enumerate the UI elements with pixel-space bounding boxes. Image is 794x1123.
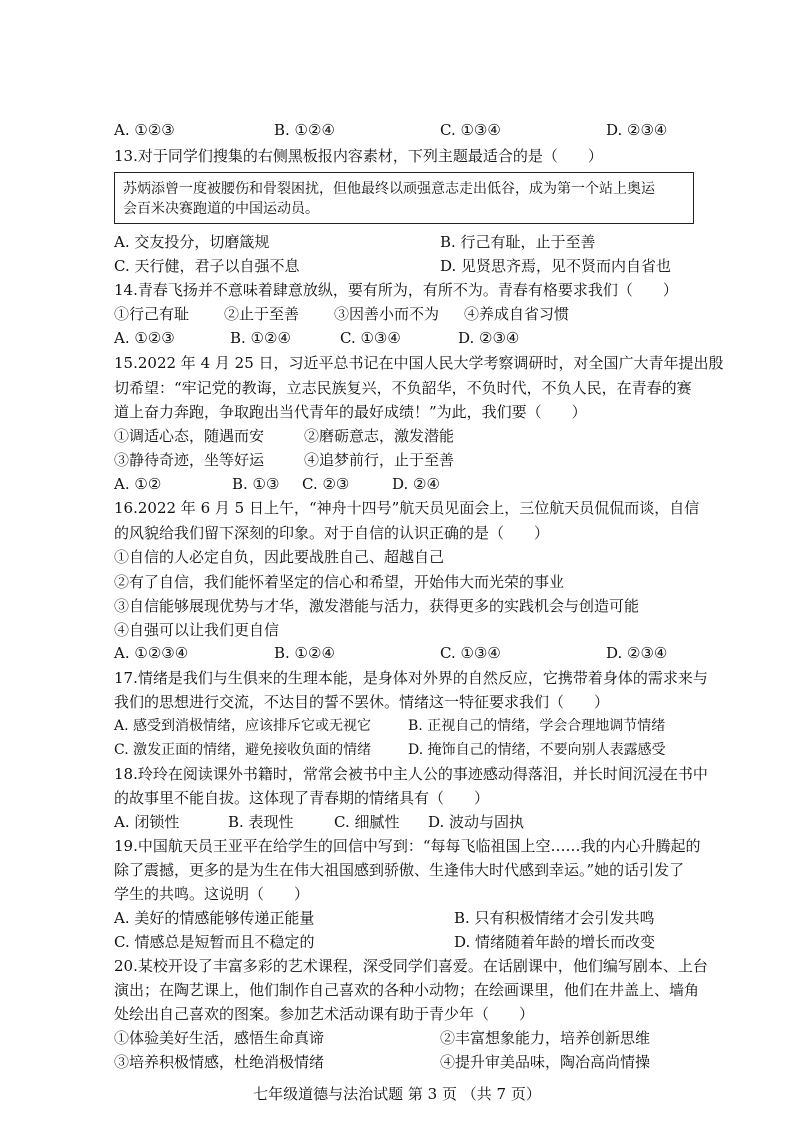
q20-line: 20.某校开设了丰富多彩的艺术课程，深受同学们喜爱。在话剧课中，他们编写剧本、上台 xyxy=(114,957,708,975)
q13-material-box xyxy=(114,172,694,224)
q17-options-row2 xyxy=(114,740,734,760)
item-1: ①调适心态，随遇而安 xyxy=(114,427,265,445)
q16-item: ④自强可以让我们更自信 xyxy=(114,621,280,639)
option-d: D. 情绪随着年龄的增长而改变 xyxy=(454,933,656,951)
option-a: A. 交友投分，切磨箴规 xyxy=(114,233,270,251)
option-b: B. ①②④ xyxy=(274,644,335,662)
q19-line: 学生的共鸣。这说明（ ） xyxy=(114,885,310,903)
option-c: C. ①③④ xyxy=(340,329,401,347)
option-a: A. ①②③④ xyxy=(114,644,189,662)
option-a: A. ①②③ xyxy=(114,121,175,139)
q16-item: ②有了自信，我们能怀着坚定的信心和希望，开始伟大而光荣的事业 xyxy=(114,573,565,591)
option-c: C. ①③④ xyxy=(440,121,501,139)
item-4: ④养成自省习惯 xyxy=(464,305,570,323)
q17-line: 17.情绪是我们与生俱来的生理本能，是身体对外界的自然反应，它携带着身体的需求来与 xyxy=(114,669,708,687)
option-d: D. ②③④ xyxy=(606,121,668,139)
option-d: D. ②③④ xyxy=(606,644,668,662)
option-b: B. ①②④ xyxy=(230,329,291,347)
item-3: ③静待奇迹，坐等好运 xyxy=(114,451,265,469)
item-2: ②止于至善 xyxy=(224,305,300,323)
q15-line: 15.2022 年 4 月 25 日，习近平总书记在中国人民大学考察调研时，对全国广大青年提出殷 xyxy=(114,354,724,372)
option-a: A. 闭锁性 xyxy=(114,813,180,831)
q18-line: 18.玲玲在阅读课外书籍时，常常会被书中主人公的事迹感动得落泪，并长时间沉浸在书中 xyxy=(114,765,708,783)
option-a: A. 美好的情感能够传递正能量 xyxy=(114,909,315,927)
q14-items xyxy=(114,304,734,324)
item-3: ③因善小而不为 xyxy=(334,305,440,323)
item-4: ④追梦前行，止于至善 xyxy=(304,451,455,469)
option-b: B. 只有积极情绪才会引发共鸣 xyxy=(454,909,655,927)
option-c: C. 激发正面的情绪，避免接收负面的情绪 xyxy=(114,742,372,758)
q16-item: ③自信能够展现优势与才华，激发潜能与活力，获得更多的实践机会与创造可能 xyxy=(114,597,640,615)
q20-line: 演出；在陶艺课上，他们制作自己喜欢的各种小动物；在绘画课里，他们在井盖上、墙角 xyxy=(114,981,700,999)
q16-line: 的风貌给我们留下深刻的印象。对于自信的认识正确的是（ ） xyxy=(114,524,550,542)
q13-box-line: 会百米决赛跑道的中国运动员。 xyxy=(123,201,319,217)
q18-line: 的故事里不能自拔。这体现了青春期的情绪具有（ ） xyxy=(114,789,490,807)
q16-item: ①自信的人必定自负，因此要战胜自己、超越自己 xyxy=(114,548,445,566)
q19-line: 除了震撼，更多的是为生在伟大祖国感到骄傲、生逢伟大时代感到幸运。”她的话引发了 xyxy=(114,861,685,879)
option-b: B. ①②④ xyxy=(274,121,335,139)
q14-options xyxy=(114,328,734,348)
q15-options xyxy=(114,474,734,494)
option-b: B. 表现性 xyxy=(228,813,294,831)
option-a: A. 感受到消极情绪，应该排斥它或无视它 xyxy=(114,718,372,734)
q15-items-row2 xyxy=(114,450,734,470)
option-b: B. ①③ xyxy=(232,475,280,493)
option-c: C. ①③④ xyxy=(440,644,501,662)
option-d: D. 见贤思齐焉，见不贤而内自省也 xyxy=(440,257,672,275)
q16-line: 16.2022 年 6 月 5 日上午，“神舟十四号”航天员见面会上，三位航天员侃侃而谈，自信 xyxy=(114,499,700,517)
option-c: C. 情感总是短暂而且不稳定的 xyxy=(114,933,315,951)
option-b: B. 正视自己的情绪，学会合理地调节情绪 xyxy=(408,718,666,734)
q19-options-row1 xyxy=(114,908,734,928)
item-4: ④提升审美品味，陶冶高尚情操 xyxy=(440,1053,651,1071)
option-d: D. ②③④ xyxy=(458,329,520,347)
item-3: ③培养积极情感，杜绝消极情绪 xyxy=(114,1053,325,1071)
q15-line: 道上奋力奔跑，争取跑出当代青年的最好成绩！”为此，我们要（ ） xyxy=(114,403,587,421)
q12-options xyxy=(114,120,734,140)
q20-line: 处绘出自己喜欢的图案。参加艺术活动课有助于青少年（ ） xyxy=(114,1005,535,1023)
option-d: D. ②④ xyxy=(392,475,440,493)
item-1: ①行己有耻 xyxy=(114,305,190,323)
option-d: D. 掩饰自己的情绪，不要向别人表露感受 xyxy=(408,742,666,758)
option-b: B. 行己有耻，止于至善 xyxy=(440,233,596,251)
q16-options xyxy=(114,643,734,663)
page-footer: 七年级道德与法治试题 第 3 页 （共 7 页） xyxy=(253,1085,541,1103)
q15-line: 切希望：“牢记党的教诲，立志民族复兴，不负韶华，不负时代，不负人民，在青春的赛 xyxy=(114,379,692,397)
q17-options-row1 xyxy=(114,716,734,736)
q13-options-row1 xyxy=(114,232,734,252)
option-c: C. 细腻性 xyxy=(334,813,400,831)
q19-line: 19.中国航天员王亚平在给学生的回信中写到：“每每飞临祖国上空……我的内心升腾起的 xyxy=(114,837,701,855)
q13-options-row2 xyxy=(114,256,734,276)
q15-items-row1 xyxy=(114,426,734,446)
q18-options xyxy=(114,812,734,832)
option-c: C. ②③ xyxy=(302,475,350,493)
item-2: ②磨砺意志，激发潜能 xyxy=(304,427,455,445)
q14-stem: 14.青春飞扬并不意味着肆意放纵，要有所为，有所不为。青春有格要求我们（ ） xyxy=(114,281,678,299)
q19-options-row2 xyxy=(114,932,734,952)
option-c: C. 天行健，君子以自强不息 xyxy=(114,257,300,275)
item-1: ①体验美好生活，感悟生命真谛 xyxy=(114,1029,325,1047)
option-a: A. ①② xyxy=(114,475,162,493)
q17-line: 我们的思想进行交流，不达目的誓不罢休。情绪这一特征要求我们（ ） xyxy=(114,693,610,711)
option-a: A. ①②③ xyxy=(114,329,175,347)
q13-stem: 13.对于同学们搜集的右侧黑板报内容素材，下列主题最适合的是（ ） xyxy=(114,147,603,165)
option-d: D. 波动与固执 xyxy=(428,813,525,831)
q20-items-row1 xyxy=(114,1028,734,1048)
item-2: ②丰富想象能力，培养创新思维 xyxy=(440,1029,651,1047)
q13-box-line: 苏炳添曾一度被腰伤和骨裂困扰，但他最终以顽强意志走出低谷，成为第一个站上奥运 xyxy=(123,181,655,197)
